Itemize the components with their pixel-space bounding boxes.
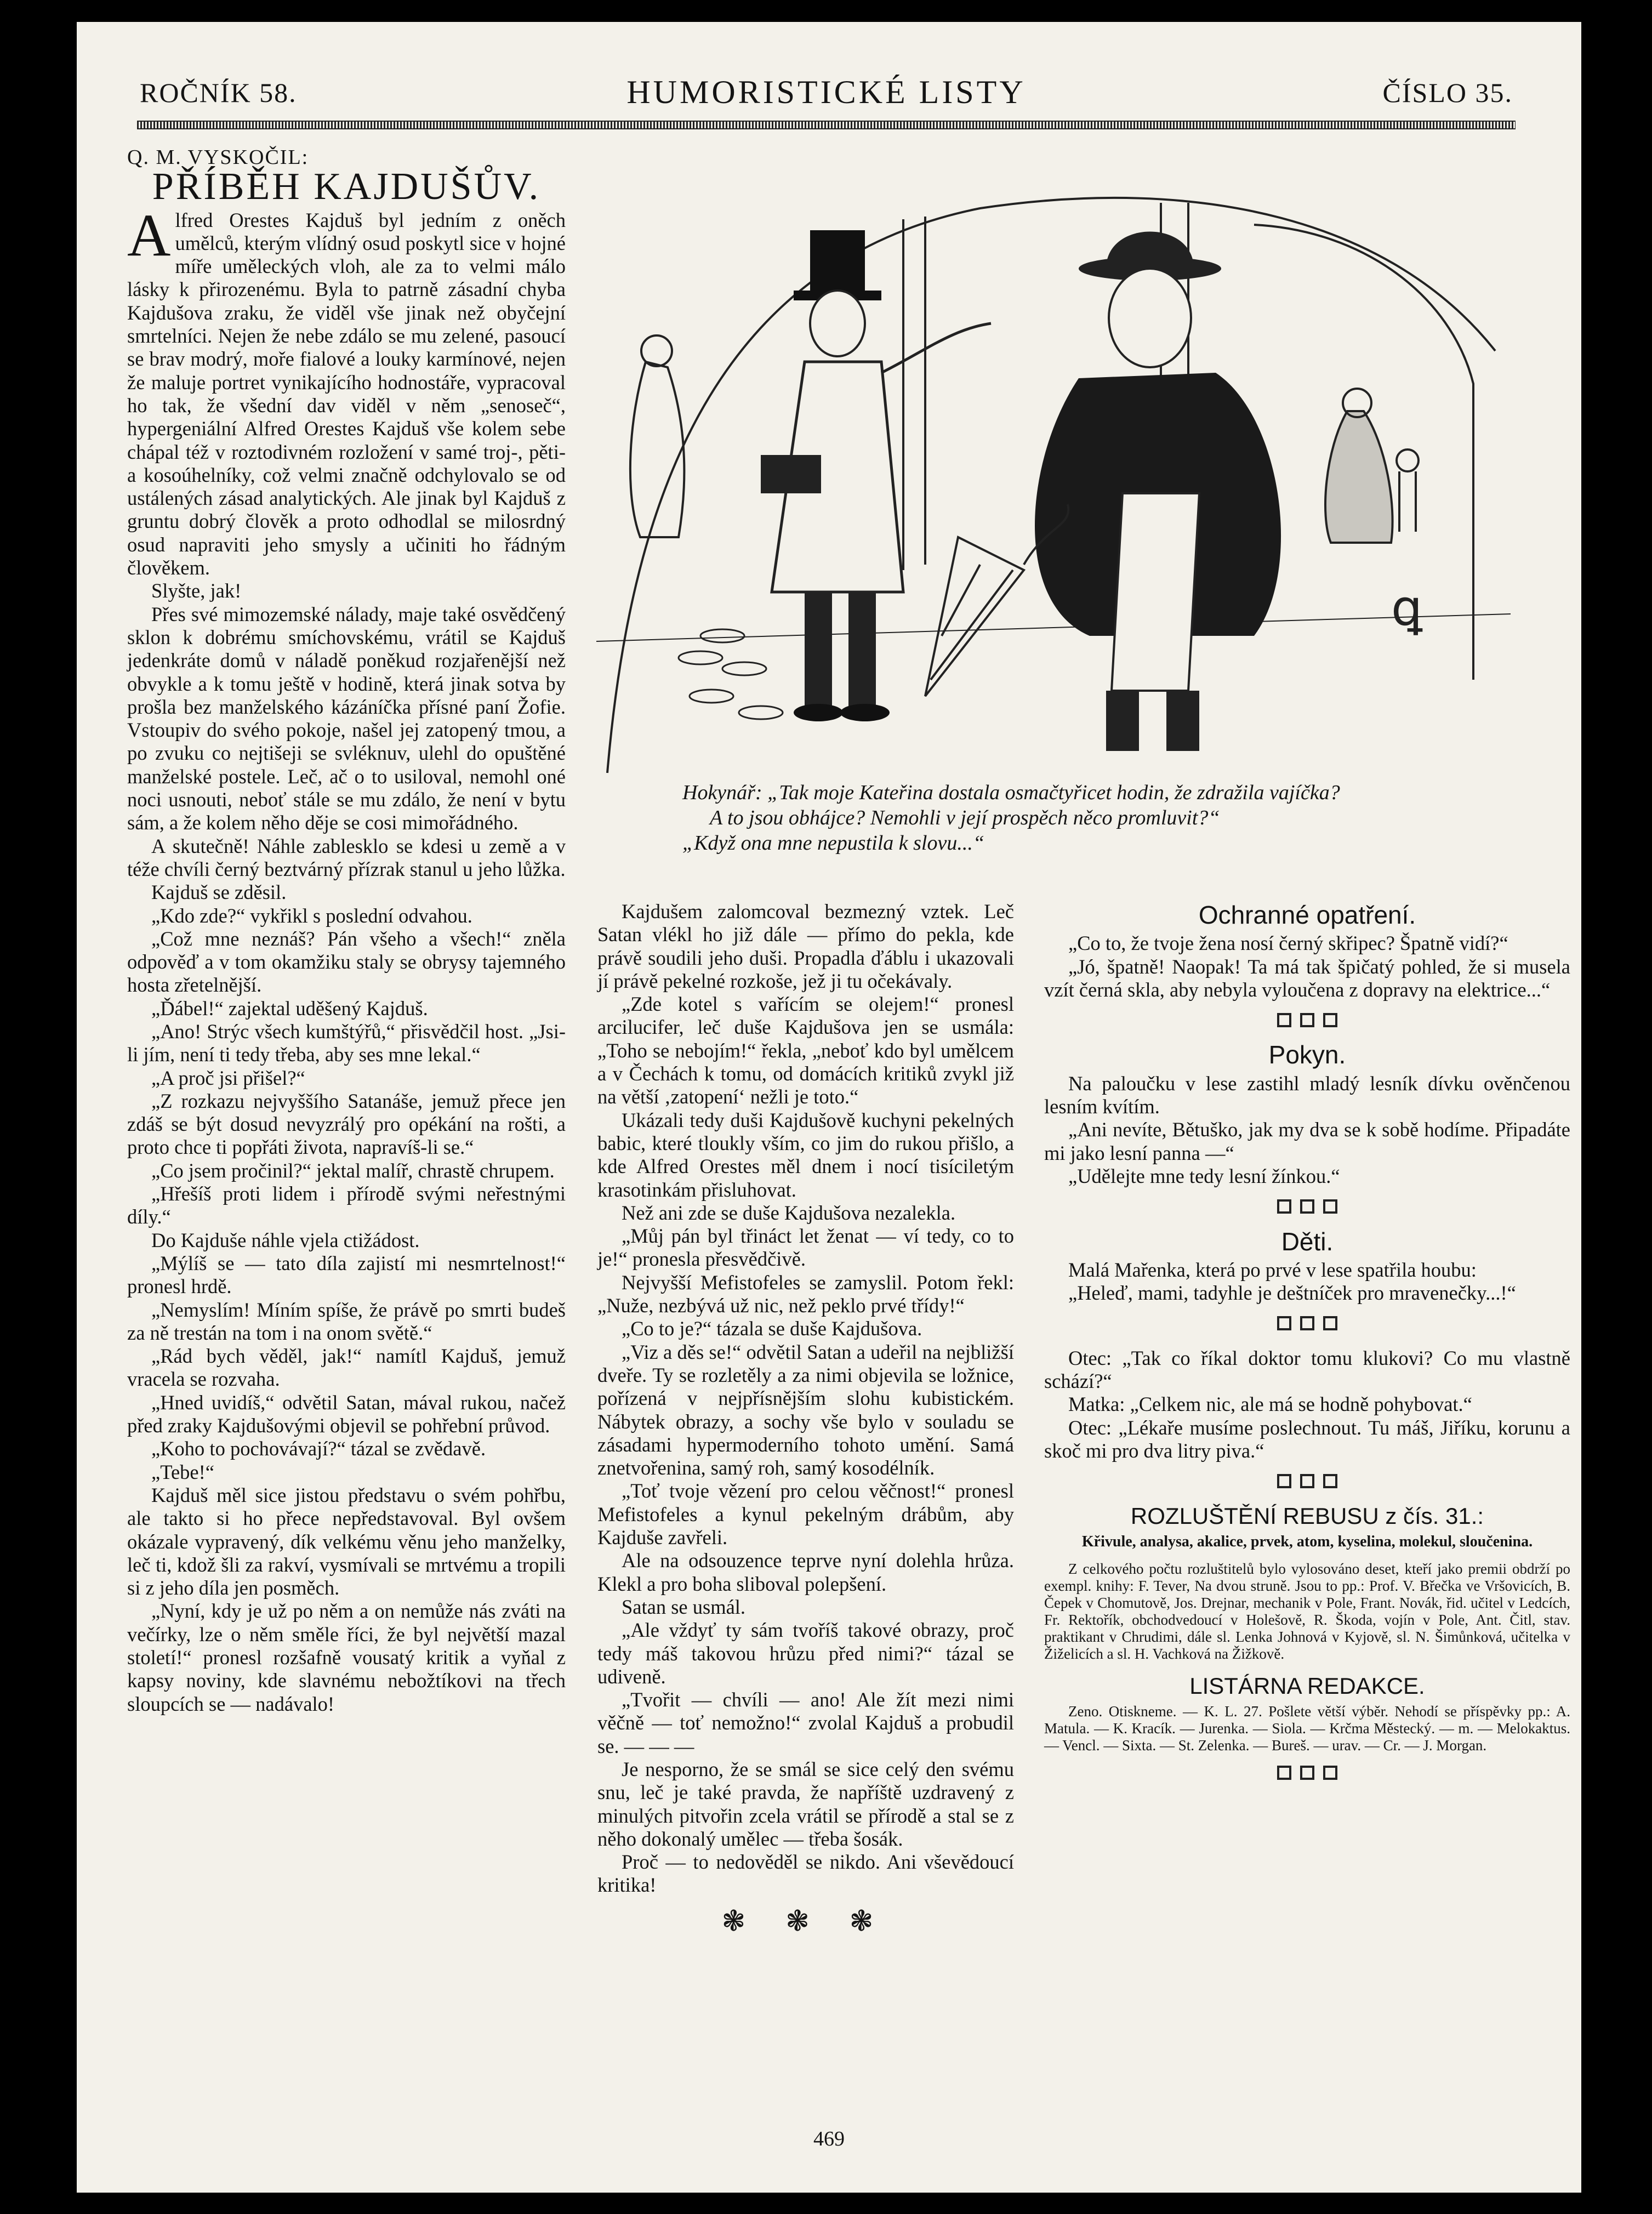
joke-dialogue [1044,1347,1570,1462]
joke-paragraph: „Ani nevíte, Bětuško, jak my dva se k sobě hodíme. Připadáte mi jako lesní panna —“ [1044,1118,1570,1164]
story-first-paragraph: Alfred Orestes Kajduš byl jedním z oněch umělců, kterým vlídný osud poskytl sice v hojné míře uměleckých vloh, ale za to velmi málo lásky k přirozenému. Byla to patrně zásadní chyba Kajdušova zraku, že viděl vše jinak než obyčejní smrtelníci. Nejen že nebe zdálo se mu zelené, pasoucí se brav modrý, moře fialové a louky karmínové, nejen že maluje portret vynikajícího hodnostáře, vypracoval ho tak, že všední dav viděl v něm „senoseč“, hypergeniální Alfred Orestes Kajduš vše kolem sebe chápal též v roztodivném rozložení v samé troj-, pěti- a kosoúhelníky, což velmi značně odchylovalo se od ustálených zásad analytických. Ale jinak byl Kajduš z gruntu dobrý člověk a proto odhodlal se milosrdný osud napraviti jeho smysly a učiniti ho řádným člověkem. [127,201,566,579]
masthead [140,74,1513,110]
man-with-top-hat [761,230,991,721]
separator-boxes [1044,1196,1570,1219]
cartoon-illustration [596,186,1511,775]
story-body-1 [127,579,566,1716]
story-paragraph: „Toť tvoje vězení pro celou věčnost!“ pronesl Mefistofeles a kynul pekelným drábům, aby Kajduše zavřeli. [597,1479,1014,1549]
joke-paragraph: „Co to, že tvoje žena nosí černý skřipec? Špatně vidí?“ [1068,932,1508,955]
dialogue-line: Otec: „Tak co říkal doktor tomu klukovi? Co mu vlastně schází?“ [1044,1346,1570,1393]
jokes-column [1044,900,1570,1796]
story-paragraph: Kajdušem zalomcoval bezmezný vztek. Leč Satan vlékl ho již dále — přímo do pekla, kde právě soudili jeho duši. Propadla ďáblu i ukazovali jí právě pekelné rozkoše, jež ji tu očekávaly. [597,900,1014,992]
story-paragraph: Ukázali tedy duši Kajdušově kuchyni pekelných babic, které tloukly vším, co jim do rukou přišlo, a kde Alfred Orestes měl dnem i nocí tisíciletým krasotinkám přisluhovat. [597,1108,1014,1201]
volume-label: ROČNÍK 58. [140,77,297,108]
story-column-2 [597,900,1014,1937]
rebus-section [1044,1502,1570,1663]
drop-cap: A [127,201,171,269]
story-title: PŘÍBĚH KAJDUŠŮV. [152,166,541,208]
cartoon-caption [682,780,1532,856]
joke-pokyn [1044,1040,1570,1188]
joke-heading: Ochranné opatření. [1198,901,1416,929]
story-paragraph: „Zde kotel s vařícím se olejem!“ pronesl arcilucifer, leč duše Kajdušova jen se usmála: „Toho se nebojím!“ řekla, „neboť kdo byl umělcem a v Čechách k tomu, od domácích kritiků zvykl již na větší ‚zatopení‘ nežli je toto.“ [597,993,1014,1108]
greengrocer-figure [1035,232,1281,752]
story-paragraph: „Koho to pochovávají?“ tázal se zvědavě. [151,1437,486,1460]
story-paragraph: Ale na odsouzence teprve nyní dolehla hrůza. Klekl a pro boha sliboval polepšení. [597,1549,1014,1595]
dialogue-line: Otec: „Lékaře musíme poslechnout. Tu máš, Jiříku, korunu a skoč mi pro dva litry piva.“ [1044,1416,1570,1462]
story-paragraph: „Nemyslím! Míním spíše, že právě po smrti budeš za ně trestán na tom i na onom světě.“ [127,1298,566,1344]
listarna-text: Zeno. Otiskneme. — K. L. 27. Pošlete větší výběr. Nehodí se příspěvky pp.: A. Matula. — K. Kracík. — Jurenka. — Siola. — Krčma Městecký. — m. — Melokaktus. — Vencl. — Sixta. — St. Zelenka. — Bureš. — urav. — Cr. — J. Morgan. [1044,1703,1570,1754]
story-paragraph: „Hned uvidíš,“ odvětil Satan, mával rukou, načež před zraky Kajdušovými objevil se pohřební průvod. [127,1391,566,1437]
story-author: Q. M. VYSKOČIL: [127,146,309,169]
background-figures [630,335,1419,543]
separator-boxes [1044,1762,1570,1785]
artist-signature: ꝗ [1391,582,1423,636]
caption-line: Hokynář: „Tak moje Kateřina dostala osmačtyřicet hodin, že zdražila vajíčka? [682,781,1340,804]
footprints [679,629,783,719]
joke-paragraph: Na paloučku v lese zastihl mladý lesník dívku ověnčenou lesním kvítím. [1044,1072,1570,1118]
separator-boxes [1044,1470,1570,1493]
story-paragraph: Kajduš měl sice jistou představu o svém pohřbu, ale takto si ho přece nepředstavoval. Byl ovšem okázale vypravený, dík velkému věnu jeho manželky, leč ti, kdož šli za rakví, vysmívali se mrtvému a tropili si z jeho díla jen posměch. [127,1483,566,1600]
joke-heading: Děti. [1281,1227,1334,1256]
story-paragraph: Přes své mimozemské nálady, maje také osvědčený sklon k dobrému smíchovskému, vrátil se Kajduš jedenkráte domů v náladě poněkud rozjařenější než obvykle a k tomu ještě v hodině, která jinak sotva by prošla bez manželského kázáníčka přísné paní Žofie. Vstoupiv do svého pokoje, našel jej zatopený tmou, a po zvuku co nejtišeji se svléknuv, ulehl do opuštěné manželské postele. Leč, ač o to usiloval, nemohl oné noci usnouti, neboť stále se mu zdálo, že není v bytu sám, a že kolem něho děje se cosi mimořádného. [127,602,566,834]
issue-label: ČÍSLO 35. [1382,77,1513,108]
caption-line: „Když ona mne nepustila k slovu...“ [682,832,984,855]
story-paragraph: „A proč jsi přišel?“ [151,1066,305,1089]
dialogue-line: Matka: „Celkem nic, ale má se hodně pohybovat.“ [1068,1393,1472,1416]
story-paragraph: „Můj pán byl třináct let ženat — ví tedy, co to je!“ pronesla přesvědčivě. [597,1225,1014,1271]
joke-paragraph: „Jó, špatně! Naopak! Ta má tak špičatý pohled, že si musela vzít černá skla, aby nebyla vyloučena z dopravy na elektrice...“ [1044,955,1570,1001]
story-paragraph: „Viz a děs se!“ odvětil Satan a udeřil na nejbližší dveře. Ty se rozletěly a za nimi objevila se ložnice, pořízená v nejpřísnějším slohu kubistickém. Nábytek obrazy, a sochy vše bylo v souladu se zásadami hypermoderního tohoto umění. Samá znetvořenina, samý roh, samý kosodélník. [597,1340,1014,1479]
story-paragraph: „Nyní, kdy je už po něm a on nemůže nás zváti na večírky, lze o něm směle říci, že byl největší mazal století!“ pronesl rozšafně vousatý kritik a vyňal z kapsy noviny, kde slavnému nebožtíkovi na třech sloupcích se — nadávalo! [127,1600,566,1715]
magazine-title: HUMORISTICKÉ LISTY [626,74,1026,110]
story-paragraph: „Ano! Strýc všech kumštýřů,“ přisvědčil host. „Jsi-li jím, není ti tedy třeba, aby ses mne lekal.“ [127,1020,566,1066]
joke-deti [1044,1227,1570,1305]
separator-boxes [1044,1009,1570,1032]
story-paragraph: Než ani zde se duše Kajdušova nezalekla. [622,1201,956,1224]
listarna-heading: LISTÁRNA REDAKCE. [1189,1672,1425,1699]
story-paragraph: „Kdo zde?“ vykřikl s poslední odvahou. [151,904,472,927]
rebus-text: Z celkového počtu rozluštitelů bylo vylosováno deset, kteří jako premii obdrží po exempl. knihy: F. Tever, Na dvou struně. Jsou to pp.: Prof. V. Břečka ve Vršovicích, B. Čepek v Chomutově, Jos. Drejnar, mechanik v Pole, Frant. Novák, řid. učitel v Ledcích, Fr. Rektořík, obchodvedoucí v Holešově, R. Škoda, vojín v Pole, Ant. Čitl, stav. praktikant v Chrudimi, dále sl. Lenka Johnová v Kyjově, sl. N. Šimůnková, učitelka v Žiželicích a sl. H. Vachková na Žižkově. [1044,1560,1570,1662]
story-body-2 [597,900,1014,1897]
story-column-1 [127,146,566,1716]
story-paragraph: Nejvyšší Mefistofeles se zamyslil. Potom řekl: „Nuže, nezbývá už nic, než peklo prvé třídy!“ [597,1271,1014,1317]
separator-boxes [1044,1312,1570,1335]
listarna-section [1044,1672,1570,1754]
story-paragraph: „Rád bych věděl, jak!“ namítl Kajduš, jemuž vracela se rozvaha. [127,1345,566,1391]
rebus-answer: Křivule, analysa, akalice, prvek, atom, kyselina, molekul, sloučenina. [1081,1533,1533,1550]
story-paragraph: Proč — to nedověděl se nikdo. Ani vševědoucí kritika! [597,1851,1014,1897]
story-paragraph: Do Kajduše náhle vjela ctižádost. [151,1228,420,1251]
header-rule [137,121,1516,129]
joke-paragraph: Malá Mařenka, která po prvé v lese spatřila houbu: [1068,1258,1477,1281]
story-paragraph: Je nesporno, že se smál se sice celý den svému snu, leč je také pravda, že napříště uzdravený z minulých pitvořin zcela vrátil se přírodě a stal se z něho dokonalý umělec — třeba šosák. [597,1757,1014,1850]
rebus-heading: ROZLUŠTĚNÍ REBUSU z čís. 31.: [1130,1502,1484,1529]
joke-paragraph: „Heleď, mami, tadyhle je deštníček pro mravenečky...!“ [1068,1282,1516,1305]
page-number: 469 [813,2127,845,2150]
story-paragraph: „Z rozkazu nejvyššího Satanáše, jemuž přece jen zdáš se být dosud nevyzrálý pro opékání na rošti, a proto chce ti popřáti života, napravíš-li se.“ [127,1089,566,1159]
story-paragraph: „Tvořit — chvíli — ano! Ale žít mezi nimi věčně — toť nemožno!“ zvolal Kajduš a probudil se. — — — [597,1688,1014,1757]
joke-ochranne [1044,903,1570,1001]
story-paragraph: Satan se usmál. [622,1595,746,1618]
joke-paragraph: „Udělejte mne tedy lesní žínkou.“ [1068,1164,1340,1187]
story-paragraph: „Ďábel!“ zajektal uděšený Kajduš. [151,997,428,1020]
story-paragraph: Kajduš se zděsil. [151,881,287,904]
story-paragraph: A skutečně! Náhle zablesklo se kdesi u země a v téže chvíli černý beztvárný přízrak stanul u jeho lůžka. [127,834,566,880]
story-paragraph: „Mýlíš se — tato díla zajistí mi nesmrtelnost!“ pronesl hrdě. [127,1251,566,1298]
caption-line: A to jsou obhájce? Nemohli v její prospěch něco promluvit?“ [710,806,1220,829]
story-paragraph: „Tebe!“ [151,1460,214,1483]
story-paragraph: Slyšte, jak! [151,579,242,602]
ornament-stars: ❃ ❃ ❃ [721,1905,890,1937]
story-paragraph: „Co to je?“ tázala se duše Kajdušova. [622,1317,922,1340]
story-paragraph: „Hřešíš proti lidem i přírodě svými neřestnými díly.“ [127,1182,566,1228]
joke-heading: Pokyn. [1268,1040,1346,1069]
newspaper-page [77,22,1581,2193]
story-paragraph: „Což mne neznáš? Pán všeho a všech!“ zněla odpověď a v tom okamžiku staly se obrysy tajemného hosta zřetelnější. [127,927,566,997]
story-paragraph: „Ale vždyť ty sám tvoříš takové obrazy, proč tedy máš takovou hrůzu před nimi?“ tázal se udiveně. [597,1619,1014,1688]
story-paragraph: „Co jsem pročinil?“ jektal malíř, chrastě chrupem. [151,1159,555,1182]
